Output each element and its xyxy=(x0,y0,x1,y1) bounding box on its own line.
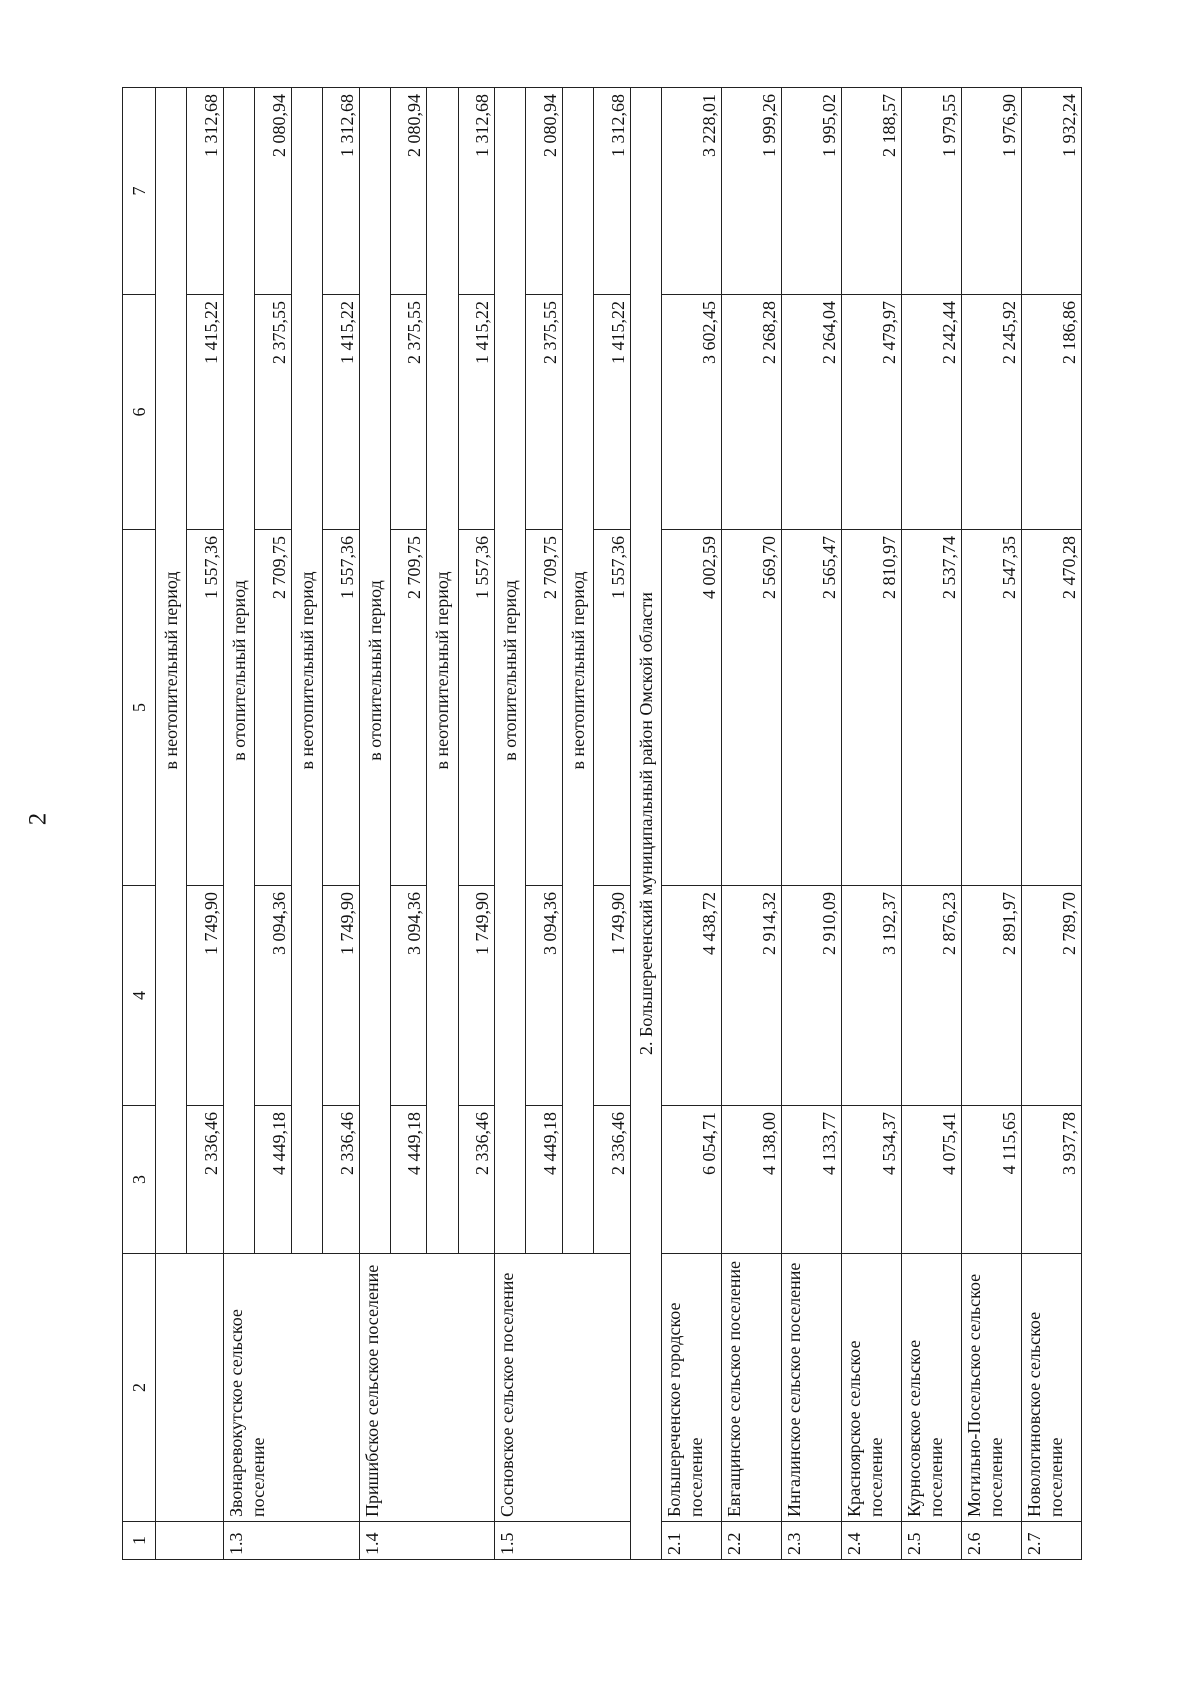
period-row xyxy=(156,88,187,1560)
value-c5: 4 002,59 xyxy=(661,530,721,886)
header-col-4: 4 xyxy=(123,886,156,1106)
value-c6: 1 415,22 xyxy=(458,295,495,530)
value-c6: 2 375,55 xyxy=(526,295,563,530)
value-c5: 2 810,97 xyxy=(841,530,901,886)
header-col-5: 5 xyxy=(123,530,156,886)
value-c7: 1 999,26 xyxy=(721,88,781,295)
row-number-cell: 2.2 xyxy=(721,1522,781,1560)
row-name-cell xyxy=(156,1254,224,1522)
value-c6: 2 264,04 xyxy=(781,295,841,530)
district-heading-row xyxy=(630,88,661,1560)
table-row xyxy=(961,88,1021,1560)
value-c7: 1 312,68 xyxy=(322,88,359,295)
row-name-cell: Ингалинское сельское поселение xyxy=(781,1254,841,1522)
value-c5: 1 557,36 xyxy=(458,530,495,886)
value-c6: 2 245,92 xyxy=(961,295,1021,530)
value-c6: 2 242,44 xyxy=(901,295,961,530)
value-c5: 2 709,75 xyxy=(526,530,563,886)
header-col-6: 6 xyxy=(123,295,156,530)
district-title: 2. Большереченский муниципальный район Омской области xyxy=(630,88,661,1560)
value-c4: 1 749,90 xyxy=(458,886,495,1106)
value-c4: 3 094,36 xyxy=(526,886,563,1106)
row-name-cell: Сосновское сельское поселение xyxy=(495,1254,631,1522)
value-c3: 4 449,18 xyxy=(255,1106,292,1254)
value-c7: 1 312,68 xyxy=(458,88,495,295)
value-c3: 2 336,46 xyxy=(458,1106,495,1254)
header-col-1: 1 xyxy=(123,1522,156,1560)
value-c5: 2 569,70 xyxy=(721,530,781,886)
value-c6: 1 415,22 xyxy=(594,295,631,530)
value-c5: 2 709,75 xyxy=(390,530,427,886)
value-c4: 3 192,37 xyxy=(841,886,901,1106)
row-name-cell: Звонаревокутское сельское поселение xyxy=(224,1254,360,1522)
table-row xyxy=(781,88,841,1560)
row-number-cell: 2.7 xyxy=(1021,1522,1081,1560)
value-c3: 2 336,46 xyxy=(322,1106,359,1254)
value-c3: 4 138,00 xyxy=(721,1106,781,1254)
value-c6: 2 375,55 xyxy=(390,295,427,530)
row-number-cell: 2.6 xyxy=(961,1522,1021,1560)
row-number-cell: 2.4 xyxy=(841,1522,901,1560)
value-c4: 2 789,70 xyxy=(1021,886,1081,1106)
value-c7: 2 080,94 xyxy=(390,88,427,295)
row-name-cell: Красноярское сельское поселение xyxy=(841,1254,901,1522)
value-c5: 2 547,35 xyxy=(961,530,1021,886)
value-c5: 2 565,47 xyxy=(781,530,841,886)
value-c4: 2 910,09 xyxy=(781,886,841,1106)
period-label-non-heating: в неотопительный период xyxy=(562,88,593,1254)
table-row xyxy=(1021,88,1081,1560)
row-name-cell: Курносовское сельское поселение xyxy=(901,1254,961,1522)
header-col-7: 7 xyxy=(123,88,156,295)
tariff-table-wrapper xyxy=(122,88,1082,1560)
row-number-cell xyxy=(156,1522,224,1560)
value-c7: 1 932,24 xyxy=(1021,88,1081,295)
value-c4: 3 094,36 xyxy=(255,886,292,1106)
row-number-cell: 1.4 xyxy=(359,1522,495,1560)
value-c5: 2 709,75 xyxy=(255,530,292,886)
value-c3: 2 336,46 xyxy=(187,1106,224,1254)
value-c5: 1 557,36 xyxy=(594,530,631,886)
row-name-cell: Могильно-Посельское сельское поселение xyxy=(961,1254,1021,1522)
value-c7: 2 080,94 xyxy=(255,88,292,295)
value-c6: 2 268,28 xyxy=(721,295,781,530)
row-number-cell: 2.1 xyxy=(661,1522,721,1560)
row-name-cell: Большереченское городское поселение xyxy=(661,1254,721,1522)
value-c4: 2 914,32 xyxy=(721,886,781,1106)
table-row xyxy=(901,88,961,1560)
value-c7: 2 188,57 xyxy=(841,88,901,295)
page-number: 2 xyxy=(24,812,52,826)
row-number-cell: 2.3 xyxy=(781,1522,841,1560)
period-label-non-heating: в неотопительный период xyxy=(156,88,187,1254)
period-label-heating: в отопительный период xyxy=(495,88,526,1254)
value-c7: 1 312,68 xyxy=(187,88,224,295)
value-c5: 2 470,28 xyxy=(1021,530,1081,886)
row-name-cell: Евгащинское сельское поселение xyxy=(721,1254,781,1522)
value-c4: 2 876,23 xyxy=(901,886,961,1106)
table-row xyxy=(661,88,721,1560)
header-col-2: 2 xyxy=(123,1254,156,1522)
value-c7: 3 228,01 xyxy=(661,88,721,295)
value-c7: 1 995,02 xyxy=(781,88,841,295)
table-row xyxy=(841,88,901,1560)
row-number-cell: 2.5 xyxy=(901,1522,961,1560)
value-c3: 4 115,65 xyxy=(961,1106,1021,1254)
value-c5: 1 557,36 xyxy=(187,530,224,886)
value-c3: 3 937,78 xyxy=(1021,1106,1081,1254)
period-label-non-heating: в неотопительный период xyxy=(291,88,322,1254)
value-c7: 1 979,55 xyxy=(901,88,961,295)
period-row xyxy=(359,88,390,1560)
value-c3: 4 075,41 xyxy=(901,1106,961,1254)
value-c4: 3 094,36 xyxy=(390,886,427,1106)
value-c6: 2 375,55 xyxy=(255,295,292,530)
value-c5: 2 537,74 xyxy=(901,530,961,886)
value-c3: 4 449,18 xyxy=(390,1106,427,1254)
value-c3: 6 054,71 xyxy=(661,1106,721,1254)
header-row xyxy=(123,88,156,1560)
row-name-cell: Пришибское сельское поселение xyxy=(359,1254,495,1522)
table-row xyxy=(721,88,781,1560)
value-c5: 1 557,36 xyxy=(322,530,359,886)
value-c4: 2 891,97 xyxy=(961,886,1021,1106)
value-c4: 1 749,90 xyxy=(322,886,359,1106)
value-c7: 2 080,94 xyxy=(526,88,563,295)
period-row xyxy=(224,88,255,1560)
value-c3: 2 336,46 xyxy=(594,1106,631,1254)
value-c6: 2 479,97 xyxy=(841,295,901,530)
value-c3: 4 534,37 xyxy=(841,1106,901,1254)
value-c4: 4 438,72 xyxy=(661,886,721,1106)
period-label-heating: в отопительный период xyxy=(224,88,255,1254)
period-label-non-heating: в неотопительный период xyxy=(427,88,458,1254)
value-c7: 1 976,90 xyxy=(961,88,1021,295)
row-number-cell: 1.5 xyxy=(495,1522,631,1560)
period-label-heating: в отопительный период xyxy=(359,88,390,1254)
value-c6: 1 415,22 xyxy=(187,295,224,530)
period-row xyxy=(495,88,526,1560)
row-number-cell: 1.3 xyxy=(224,1522,360,1560)
row-name-cell: Новологиновское сельское поселение xyxy=(1021,1254,1081,1522)
header-col-3: 3 xyxy=(123,1106,156,1254)
value-c7: 1 312,68 xyxy=(594,88,631,295)
value-c6: 3 602,45 xyxy=(661,295,721,530)
value-c4: 1 749,90 xyxy=(187,886,224,1106)
value-c3: 4 133,77 xyxy=(781,1106,841,1254)
tariff-table xyxy=(122,87,1082,1560)
value-c3: 4 449,18 xyxy=(526,1106,563,1254)
value-c6: 2 186,86 xyxy=(1021,295,1081,530)
value-c6: 1 415,22 xyxy=(322,295,359,530)
value-c4: 1 749,90 xyxy=(594,886,631,1106)
